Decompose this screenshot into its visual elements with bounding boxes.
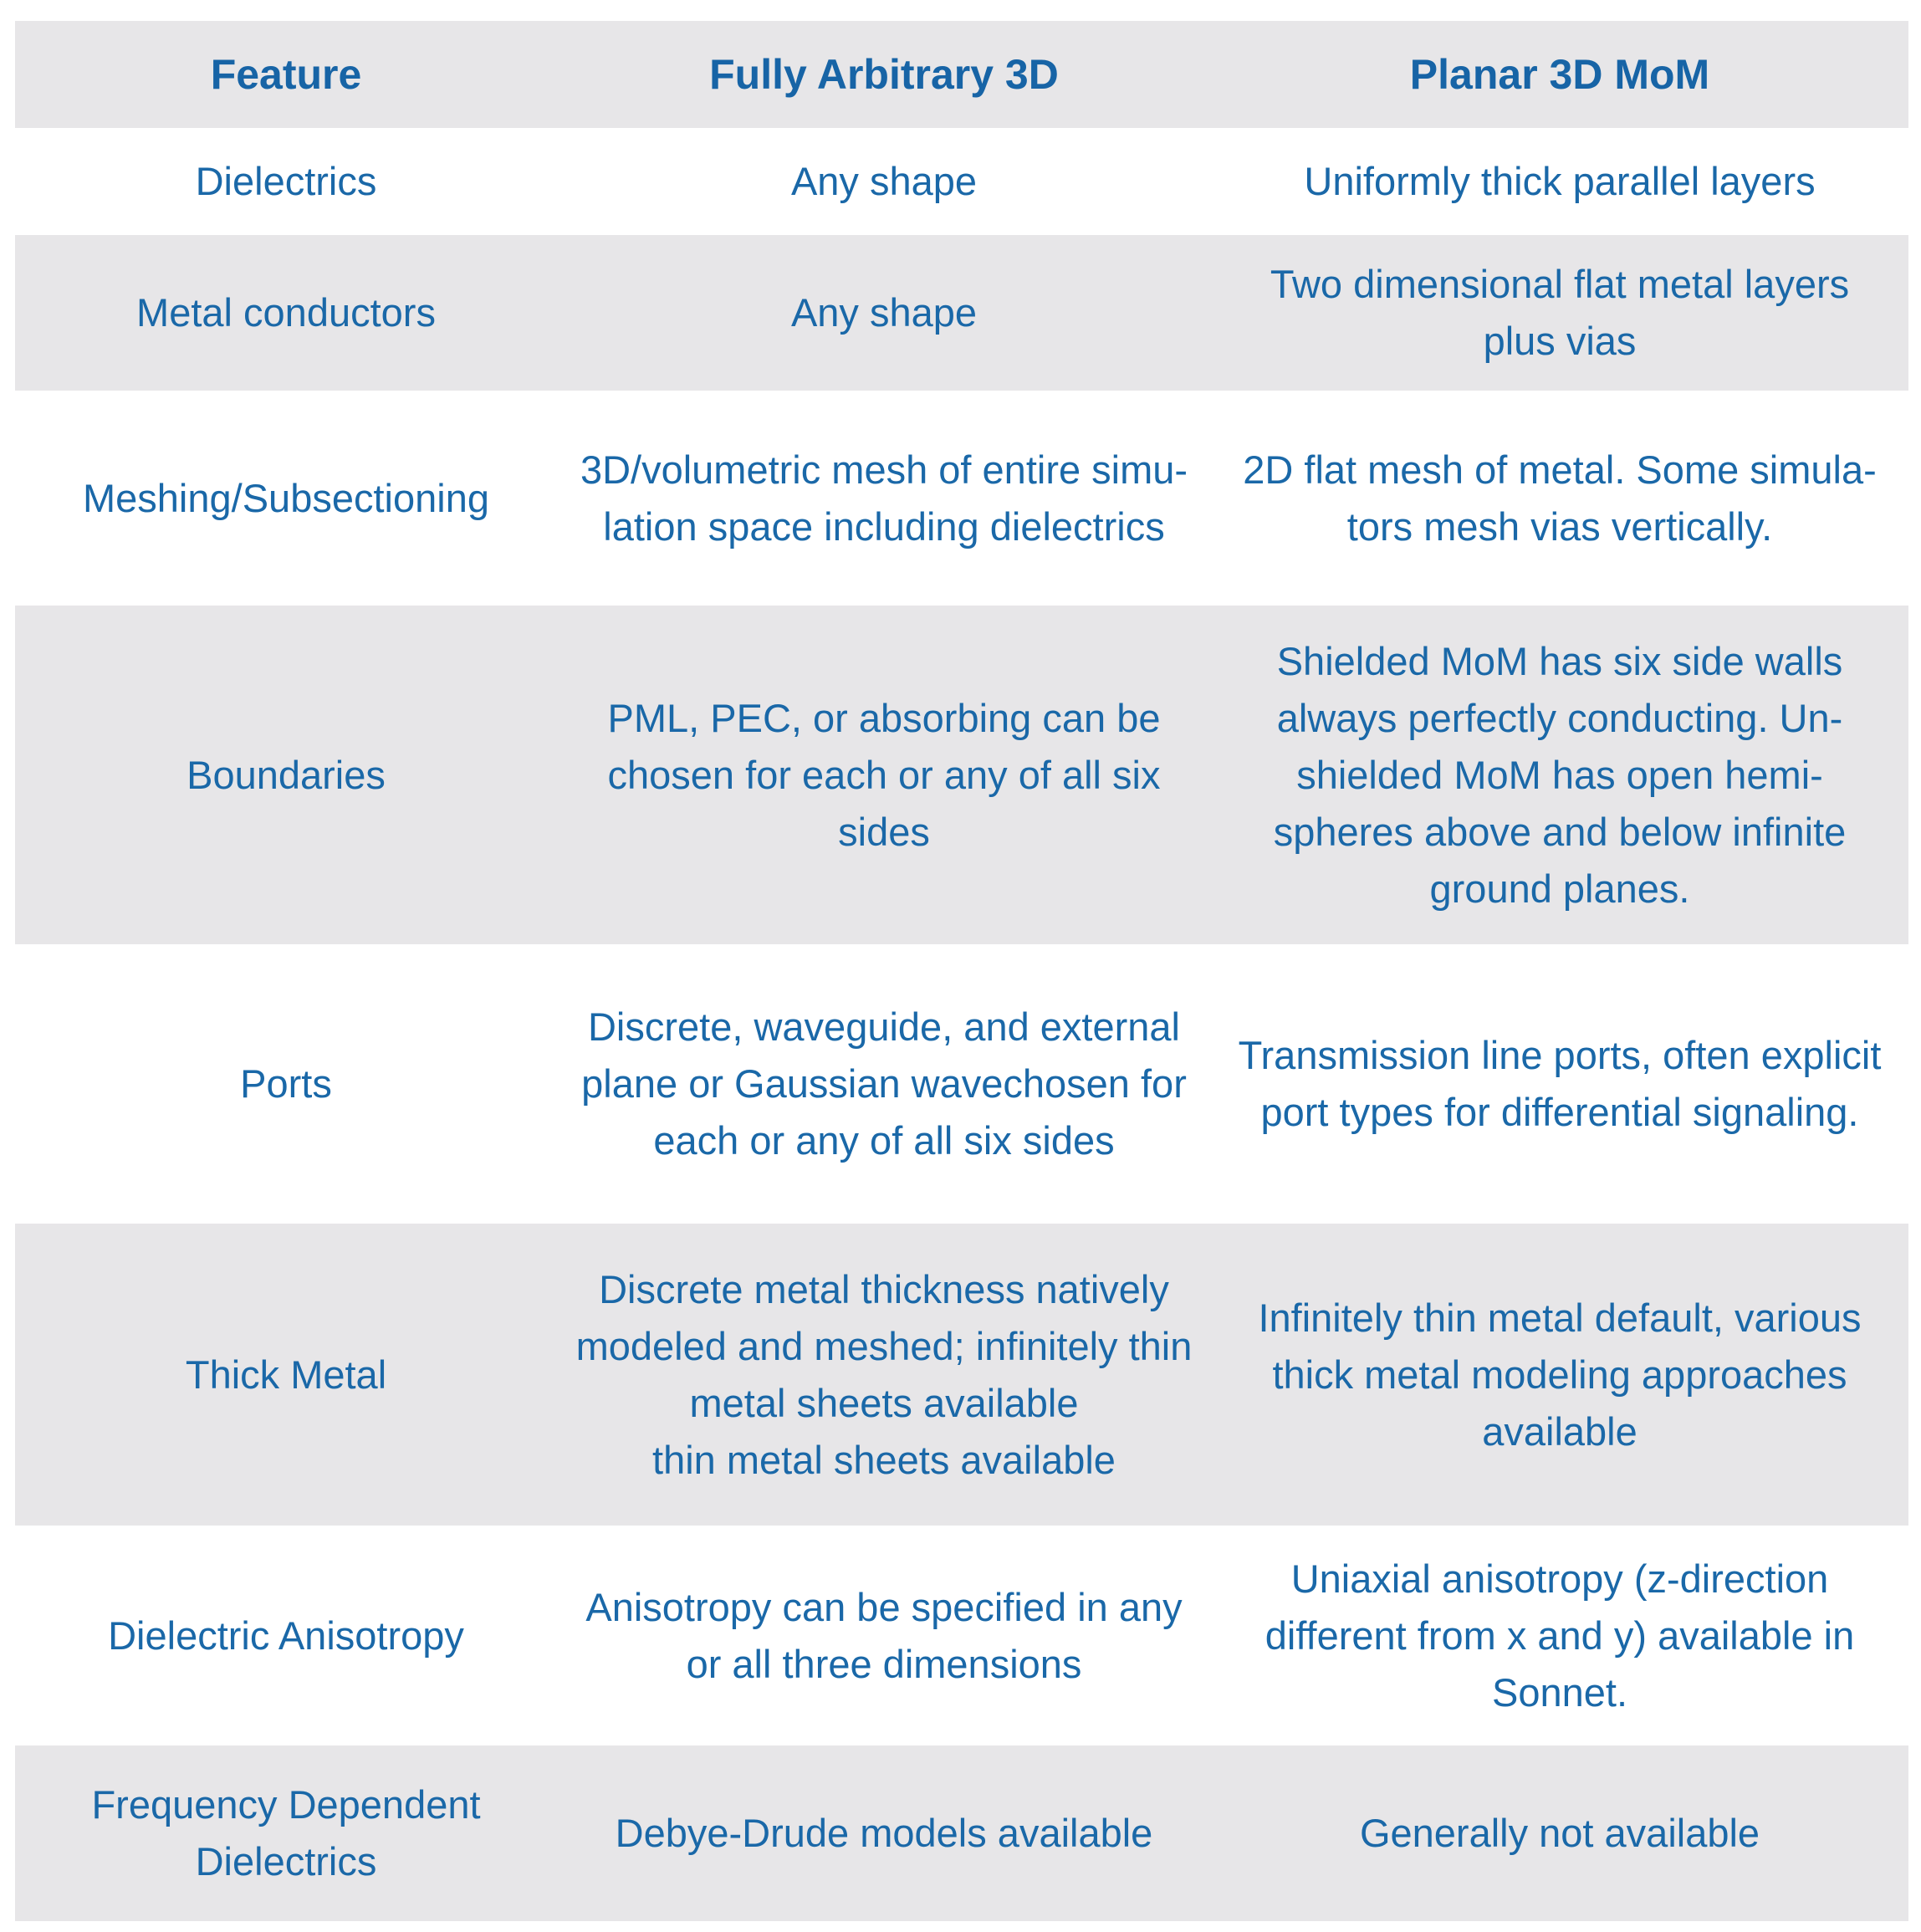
table-row [15,944,1908,1224]
arbitrary-cell: Any shape [790,290,978,335]
planar-cell: Uniaxial anisotropy (z-direction different from x and y) available in Sonnet. [1264,1556,1855,1715]
planar-cell: Infinitely thin metal default, various thick metal modeling approaches available [1258,1295,1862,1454]
feature-cell: Boundaries [186,752,386,797]
header-fully-arbitrary-3d: Fully Arbitrary 3D [709,51,1059,98]
feature-cell: Dielectric Anisotropy [108,1613,464,1658]
table-row [15,391,1908,606]
feature-cell: Ports [240,1061,332,1106]
header-feature: Feature [210,51,362,98]
table-row [15,1745,1908,1921]
planar-cell: Generally not available [1359,1811,1760,1855]
feature-cell: Frequency Dependent Dielectrics [91,1782,481,1883]
table-row [15,606,1908,944]
comparison-table [15,21,1908,1921]
table-row [15,128,1908,235]
arbitrary-cell: Discrete, waveguide, and external plane or Gaussian wavechosen for each or any of all six sides [581,1004,1187,1163]
planar-cell: 2D flat mesh of metal. Some simula- tors mesh vias vertically. [1243,447,1877,549]
table-row [15,1526,1908,1745]
arbitrary-cell: Anisotropy can be specified in any or all three dimensions [585,1584,1183,1686]
planar-cell: Two dimensional flat metal layers plus vias [1270,262,1850,363]
arbitrary-cell: 3D/volumetric mesh of entire simu- lation space including dielectrics [580,447,1188,549]
feature-cell: Thick Metal [185,1352,387,1397]
header-planar-3d-mom: Planar 3D MoM [1409,51,1710,98]
arbitrary-cell: Discrete metal thickness natively modeled and meshed; infinitely thin metal sheets available thin metal sheets available [575,1266,1193,1482]
table-row [15,235,1908,391]
table-row [15,1224,1908,1526]
planar-cell: Uniformly thick parallel layers [1304,159,1816,203]
arbitrary-cell: Debye-Drude models available [615,1811,1153,1855]
feature-cell: Metal conductors [136,290,436,335]
arbitrary-cell: Any shape [790,159,978,203]
arbitrary-cell: PML, PEC, or absorbing can be chosen for each or any of all six sides [607,695,1161,854]
table-header-row [15,21,1908,128]
planar-cell: Shielded MoM has six side walls always perfectly conducting. Un- shielded MoM has open hemi- spheres above and below infinite ground planes. [1273,638,1847,911]
planar-cell: Transmission line ports, often explicit port types for differential signaling. [1238,1033,1882,1134]
feature-cell: Dielectrics [195,159,377,203]
feature-cell: Meshing/Subsectioning [83,475,489,520]
